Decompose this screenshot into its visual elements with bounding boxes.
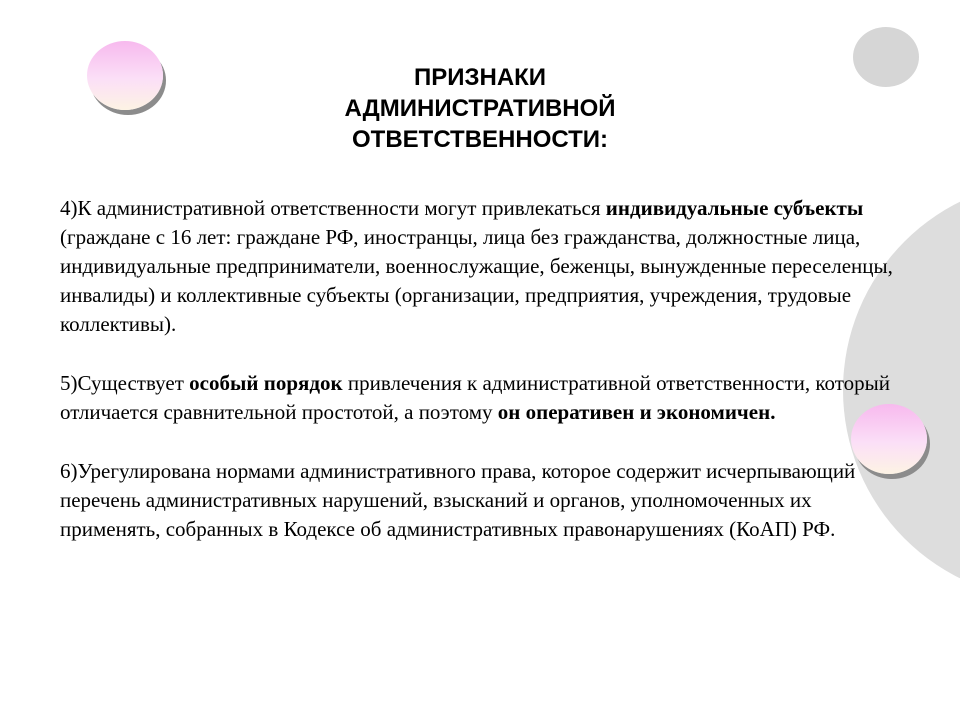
title-line-3: ОТВЕТСТВЕННОСТИ: <box>351 126 609 153</box>
paragraph-5-text-2: привлечения к административной ответственности, который отличается сравнительной простотой, а поэтому <box>60 371 890 424</box>
title-line-1: ПРИЗНАКИ <box>413 64 547 91</box>
title-line-2: АДМИНИСТРАТИВНОЙ <box>344 95 616 122</box>
paragraph-5 <box>60 369 910 427</box>
paragraph-4-bold-1: индивидуальные субъекты <box>605 196 864 220</box>
paragraph-4 <box>60 194 910 339</box>
paragraph-5-bold-1: особый порядок <box>189 371 343 395</box>
paragraph-5-text-1: 5)Существует <box>60 371 190 395</box>
slide-title <box>0 62 960 155</box>
paragraph-4-text-2: (граждане с 16 лет: граждане РФ, иностранцы, лица без гражданства, должностные лица, индивидуальные предприниматели, военнослужащие, беженцы, вынужденные переселенцы, инвалиды) и коллективные субъекты (организации, предприятия, учреждения, трудовые коллективы). <box>60 225 893 336</box>
paragraph-6-text-1: 6)Урегулирована нормами административного права, которое содержит исчерпывающий перечень административных нарушений, взысканий и органов, уполномоченных их применять, собранных в Кодексе об административных правонарушениях (КоАП) РФ. <box>60 459 856 541</box>
paragraph-4-text-1: 4)К административной ответственности могут привлекаться <box>60 196 606 220</box>
paragraph-5-bold-2: он оперативен и экономичен. <box>497 400 776 424</box>
paragraph-6 <box>60 457 910 544</box>
slide-body <box>60 194 910 574</box>
